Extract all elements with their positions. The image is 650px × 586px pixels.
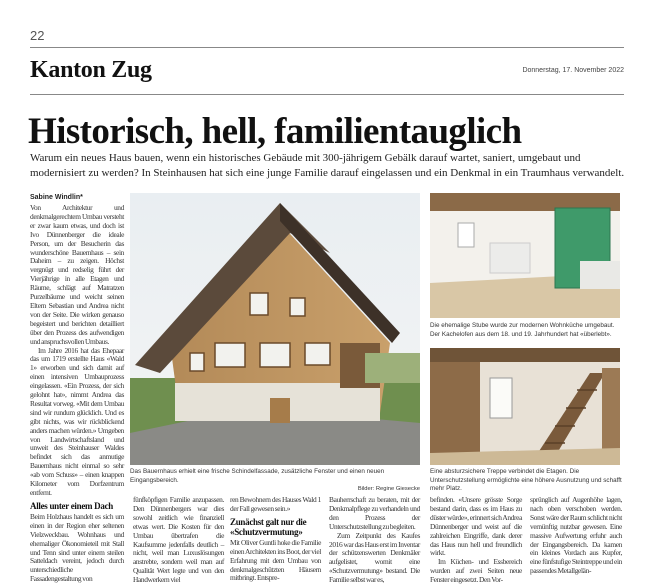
photo-credit: Bilder: Regine Giesecke — [357, 486, 420, 492]
deck: Warum ein neues Haus bauen, wenn ein historisches Gebäude mit 300-jährigem Gebälk darauf wartet, saniert, umgebaut und modernisiert zu werden? In Steinhausen hat sich eine junge Familie darauf eingelassen und ein Denkmal in ein Traumhaus verwandelt. — [30, 152, 625, 179]
column-3 — [230, 496, 321, 583]
paragraph: befinden. «Unsere grösste Sorge bestand darin, dass es im Haus zu düster würde», erinnert sich Andrea Dünnenberger und weist auf die zahlreichen Eingriffe, dank derer das Haus nun hell und freundlich wirkt. — [430, 495, 522, 558]
issue-date: Donnerstag, 17. November 2022 — [522, 67, 624, 74]
subheading: Zunächst galt nur die «Schutzvermutung» — [230, 516, 307, 537]
page-number: 22 — [30, 28, 45, 43]
kitchen-photo-caption: Die ehemalige Stube wurde zur modernen Wohnküche umgebaut. Der Kachelofen aus dem 18. und 19. Jahrhundert hat «überlebt». — [430, 322, 615, 338]
headline: Historisch, hell, familientauglich — [28, 111, 522, 152]
paragraph: Im Jahre 2016 hat das Ehepaar das um 1719 erstellte Haus «Wald 1» erworben und sich damit auf einen intensiven Umbauprozess eingelassen. «Ein Prozess, der sich gelohnt hat», nimmt Andrea das Resultat vorweg. «Mit dem Umbau sind wir rundum glücklich. Und es gibt nichts, was wir rückblickend anders machen würden.» Umgeben von Landwirtschaftsland und unweit des Steinhauser Waldes befindet sich das anmutige Bauernhaus nicht einmal so sehr «ab vom Schuss» – einen knappen Kilometer vom Dorfzentrum entfernt. — [30, 345, 124, 497]
paragraph: Beim Holzhaus handelt es sich um einen in der Region eher seltenen Vielzweckbau. Wohnhaus und ehemaliger Ökonomieteil mit Stall und Tenn sind unter einem steilen Satteldach vereint, jedoch durch unterschiedliche Fassadengestaltung von — [30, 511, 124, 584]
byline: Sabine Windlin* — [30, 194, 83, 201]
paragraph: Zum Zeitpunkt des Kaufes 2016 war das Haus erst im Inventar der schützenswerten Denkmäler aufgelistet, womit eine «Schutzvermutung» bestand. Die Familie selbst war es, — [329, 530, 420, 585]
section-rule — [30, 94, 624, 95]
column-2 — [133, 496, 224, 585]
column-5 — [430, 496, 522, 585]
section-title: Kanton Zug — [30, 57, 152, 83]
main-photo-caption: Das Bauernhaus erhielt eine frische Schindelfassade, zusätzliche Fenster und einen neuen Eingangsbereich. — [130, 468, 385, 484]
paragraph: Mit Oliver Guntli hoke die Familie einen Architekten ins Boot, der viel Erfahrung mit dem Umbau von denkmalgeschützten Häusern mitbringt. Entspre- — [230, 537, 321, 583]
paragraph: sprünglich auf Augenhöhe lagen, nach oben verschoben werden. Sonst wäre der Raum schlicht nicht vernünftig nutzbar gewesen. Eine massive Aufwertung erfuhr auch der Eingangsbereich. Da kamen ein kleines Vordach aus Kupfer, eine fünfstufige Steintreppe und ein passendes Metallgelän- — [530, 495, 622, 576]
paragraph: ren Bewohnern des Hauses Wald 1 der Fall gewesen sein.» — [230, 495, 321, 513]
paragraph: Von Architektur und denkmalgerechtem Umbau versteht er zwar kaum etwas, und doch ist Ivo Dünnenberger die ideale Person, um der Besucherin das wunderschöne Bauernhaus – sein Daheim – zu zeigen. Höchst vergnügt und redselig führt der Vierjährige in alle Etagen und Räume, schlägt auf Matratzen Purzelbäume und weicht seinen Eltern Sebastian und Andrea nicht von der Seite. Die wirken genauso begeistert und berichten detailliert über den Prozess des aufwendigen und anspruchsvollen Umbaus. — [30, 203, 124, 346]
top-rule — [30, 47, 624, 48]
paragraph: Bauherrschaft zu beraten, mit der Denkmalpflege zu verhandeln und den Prozess der Unterschutzstellung zu begleiten. — [329, 495, 420, 531]
paragraph: fünfköpfigen Familie anzupassen. Den Dünnenbergers war dies sowohl zeitlich wie finanziell etwas wert. Die Kosten für den Umbau übertrafen die Kaufsumme jedenfalls deutlich – nicht, weil man Luxuslösungen anstrebte, sondern weil man auf Qualität Wert legte und von den Handwerkern viel — [133, 495, 224, 585]
column-4 — [329, 496, 420, 585]
paragraph: Im Küchen- und Essbereich wurden auf zwei Seiten neue Fenster eingesetzt. Den Vor- — [430, 557, 522, 585]
column-6 — [530, 496, 622, 576]
main-photo-farmhouse — [130, 193, 420, 465]
photo-kitchen — [430, 193, 620, 318]
photo-staircase — [430, 348, 620, 465]
column-1 — [30, 204, 124, 584]
staircase-photo-caption: Eine absturzsichere Treppe verbindet die Etagen. Die Unterschutzstellung ermöglichte eine höhere Ausnutzung und schafft mehr Platz. — [430, 468, 622, 492]
subheading: Alles unter einem Dach — [30, 500, 113, 511]
